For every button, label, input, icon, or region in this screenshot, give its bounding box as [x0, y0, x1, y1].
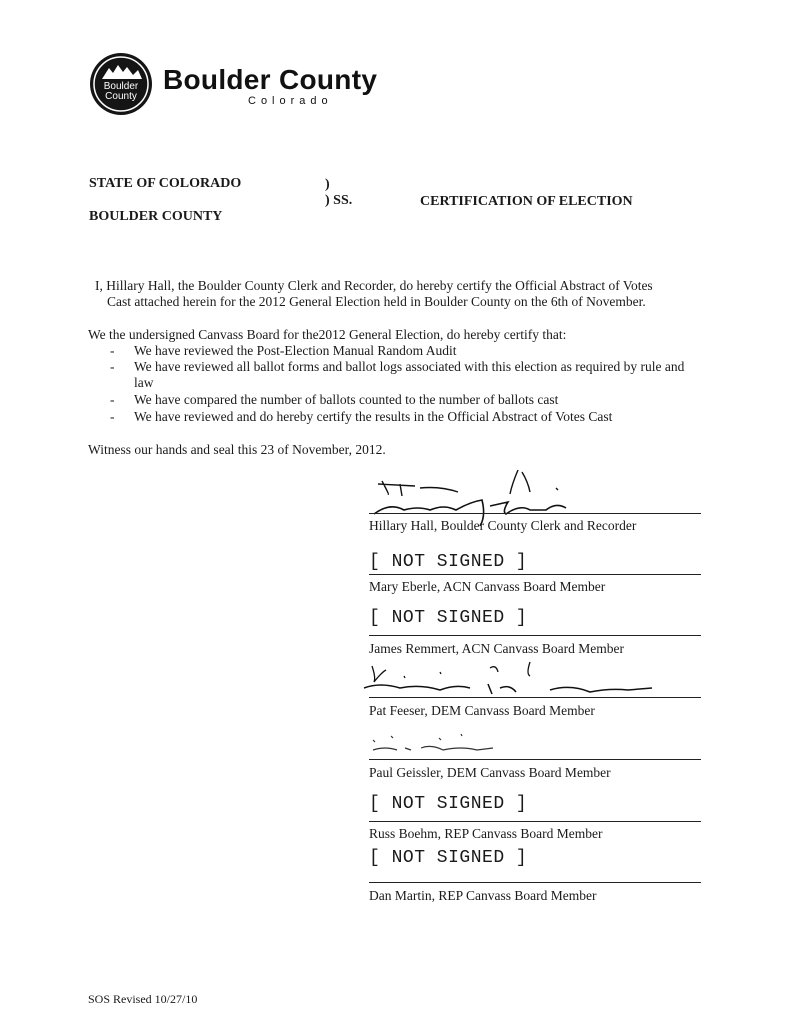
intro-line-2: Cast attached herein for the 2012 General Election held in Boulder County on the 6th of November.: [107, 294, 646, 309]
paren-mark: ): [325, 177, 330, 192]
bullet-marker: -: [110, 392, 115, 407]
bullet-text: We have reviewed the Post-Election Manual Random Audit: [134, 343, 457, 358]
county-state: Colorado: [248, 95, 333, 107]
handwritten-signature: [365, 728, 515, 756]
witness-statement: Witness our hands and seal this 23 of November, 2012.: [88, 442, 386, 457]
county-name: Boulder County: [163, 64, 378, 95]
signer-name: Mary Eberle, ACN Canvass Board Member: [369, 579, 606, 594]
signature-line: [369, 574, 701, 575]
document-title: CERTIFICATION OF ELECTION: [420, 194, 633, 209]
signer-name: Hillary Hall, Boulder County Clerk and Recorder: [369, 518, 637, 533]
intro-line-1: I, Hillary Hall, the Boulder County Clerk and Recorder, do hereby certify the Official Abstract of Votes: [95, 278, 653, 293]
seal-text-line2: County: [105, 91, 137, 102]
signature-line: [369, 697, 701, 698]
signer-name: Pat Feeser, DEM Canvass Board Member: [369, 703, 595, 718]
signature-line: [369, 882, 701, 883]
bullet-marker: -: [110, 359, 115, 374]
county-seal-logo: [90, 53, 152, 115]
bullet-marker: -: [110, 409, 115, 424]
signer-name: Paul Geissler, DEM Canvass Board Member: [369, 765, 611, 780]
signature-status: [ NOT SIGNED ]: [369, 552, 528, 572]
county-heading: BOULDER COUNTY: [89, 209, 223, 224]
bullet-text: We have compared the number of ballots counted to the number of ballots cast: [134, 392, 559, 407]
handwritten-signature: [360, 466, 580, 526]
signer-name: James Remmert, ACN Canvass Board Member: [369, 641, 624, 656]
signature-status: [ NOT SIGNED ]: [369, 794, 528, 814]
ss-mark: ) SS.: [325, 193, 353, 208]
bullet-text: We have reviewed all ballot forms and ballot logs associated with this election as required by rule and law: [134, 359, 685, 390]
signer-name: Dan Martin, REP Canvass Board Member: [369, 888, 597, 903]
signature-line: [369, 759, 701, 760]
signature-status: [ NOT SIGNED ]: [369, 848, 528, 868]
bullet-text: We have reviewed and do hereby certify the results in the Official Abstract of Votes Cast: [134, 409, 613, 424]
canvass-lead: We the undersigned Canvass Board for the2012 General Election, do hereby certify that:: [88, 327, 567, 342]
handwritten-signature: [360, 658, 660, 700]
revision-footer: SOS Revised 10/27/10: [88, 992, 198, 1006]
state-heading: STATE OF COLORADO: [89, 176, 242, 191]
bullet-marker: -: [110, 343, 115, 358]
signature-line: [369, 821, 701, 822]
signer-name: Russ Boehm, REP Canvass Board Member: [369, 826, 603, 841]
seal-text-line1: Boulder: [103, 81, 139, 92]
signature-line: [369, 513, 701, 514]
signature-status: [ NOT SIGNED ]: [369, 608, 528, 628]
signature-line: [369, 635, 701, 636]
